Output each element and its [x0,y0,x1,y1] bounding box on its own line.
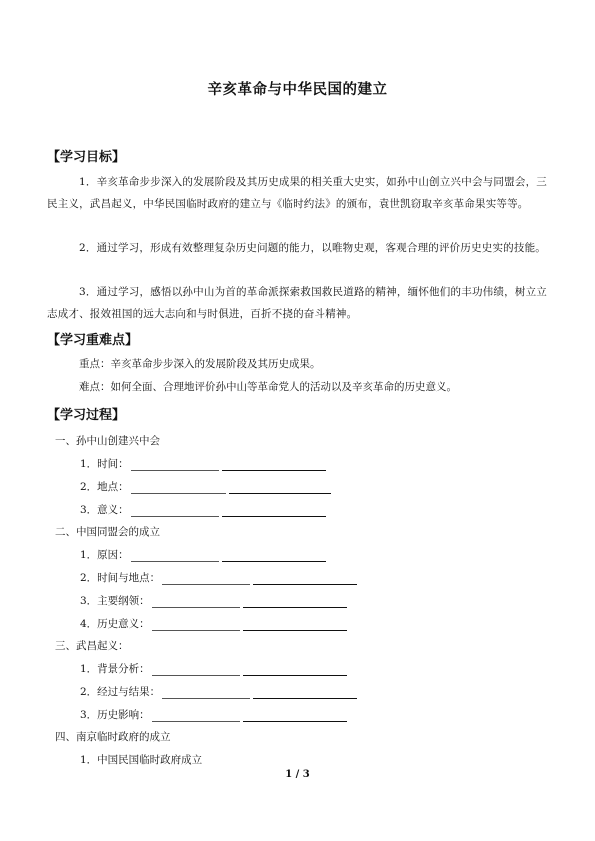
blank-line[interactable] [152,664,240,676]
fill-in-row [80,479,331,494]
fill-in-row [80,707,347,722]
blank-line[interactable] [152,710,240,722]
fill-in-label: 2．时间与地点： [80,572,161,584]
blank-line[interactable] [152,619,240,631]
section-title: 一、孙中山创建兴中会 [55,435,160,447]
fill-in-label: 2．经过与结果： [80,686,161,698]
blank-line[interactable] [222,550,326,562]
fill-in-row [80,570,357,585]
document-title: 辛亥革命与中华民国的建立 [207,82,388,98]
blank-line[interactable] [131,505,219,517]
blank-line[interactable] [131,550,219,562]
objective-paragraph-2: 2．通过学习，形成有效整理复杂历史问题的能力，以唯物史观，客观合理的评价历史史实的技能。 [79,242,546,254]
section-title: 四、南京临时政府的成立 [55,731,171,743]
fill-in-row [80,547,326,562]
blank-line[interactable] [253,573,357,585]
fill-in-row [80,661,347,676]
blank-line[interactable] [162,573,250,585]
blank-line[interactable] [222,505,326,517]
key-points-heading: 【学习重难点】 [47,333,139,348]
blank-line[interactable] [222,459,326,471]
blank-line[interactable] [253,687,357,699]
fill-in-label: 2．地点： [80,481,129,493]
fill-in-label: 3．主要纲领： [80,595,150,607]
key-point-text: 重点：辛亥革命步步深入的发展阶段及其历史成果。 [79,358,321,370]
fill-in-label: 1．背景分析： [80,663,150,675]
blank-line[interactable] [152,596,240,608]
page-number: 1 / 3 [285,769,310,780]
blank-line[interactable] [229,482,331,494]
fill-in-label: 1．原因： [80,549,129,561]
fill-in-label: 3．意义： [80,504,129,516]
blank-line[interactable] [243,596,347,608]
fill-in-row [80,593,347,608]
blank-line[interactable] [131,482,226,494]
fill-in-label: 1．时间： [80,458,129,470]
difficult-point-text: 难点：如何全面、合理地评价孙中山等革命党人的活动以及辛亥革命的历史意义。 [79,381,457,393]
fill-in-row [80,616,347,631]
objective-paragraph-1: 1．辛亥革命步步深入的发展阶段及其历史成果的相关重大史实，如孙中山创立兴中会与同盟会，三民主义，武昌起义，中华民国临时政府的建立与《临时约法》的颁布，袁世凯窃取辛亥革命果实等等。 [47,176,547,210]
blank-line[interactable] [243,710,347,722]
blank-line[interactable] [131,459,219,471]
section-item-text: 1．中国民国临时政府成立 [80,754,203,766]
objectives-heading: 【学习目标】 [47,150,126,165]
blank-line[interactable] [243,619,347,631]
fill-in-label: 3．历史影响： [80,709,150,721]
objective-paragraph-3: 3．通过学习，感悟以孙中山为首的革命派探索救国救民道路的精神，缅怀他们的丰功伟绩，树立立志成才、报效祖国的远大志向和与时俱进，百折不挠的奋斗精神。 [47,286,547,320]
blank-line[interactable] [243,664,347,676]
fill-in-label: 4．历史意义： [80,618,150,630]
fill-in-row [80,684,357,699]
fill-in-row [80,502,326,517]
blank-line[interactable] [162,687,250,699]
section-title: 三、武昌起义： [55,640,129,652]
process-heading: 【学习过程】 [47,408,126,423]
fill-in-row [80,456,326,471]
section-title: 二、中国同盟会的成立 [55,526,160,538]
